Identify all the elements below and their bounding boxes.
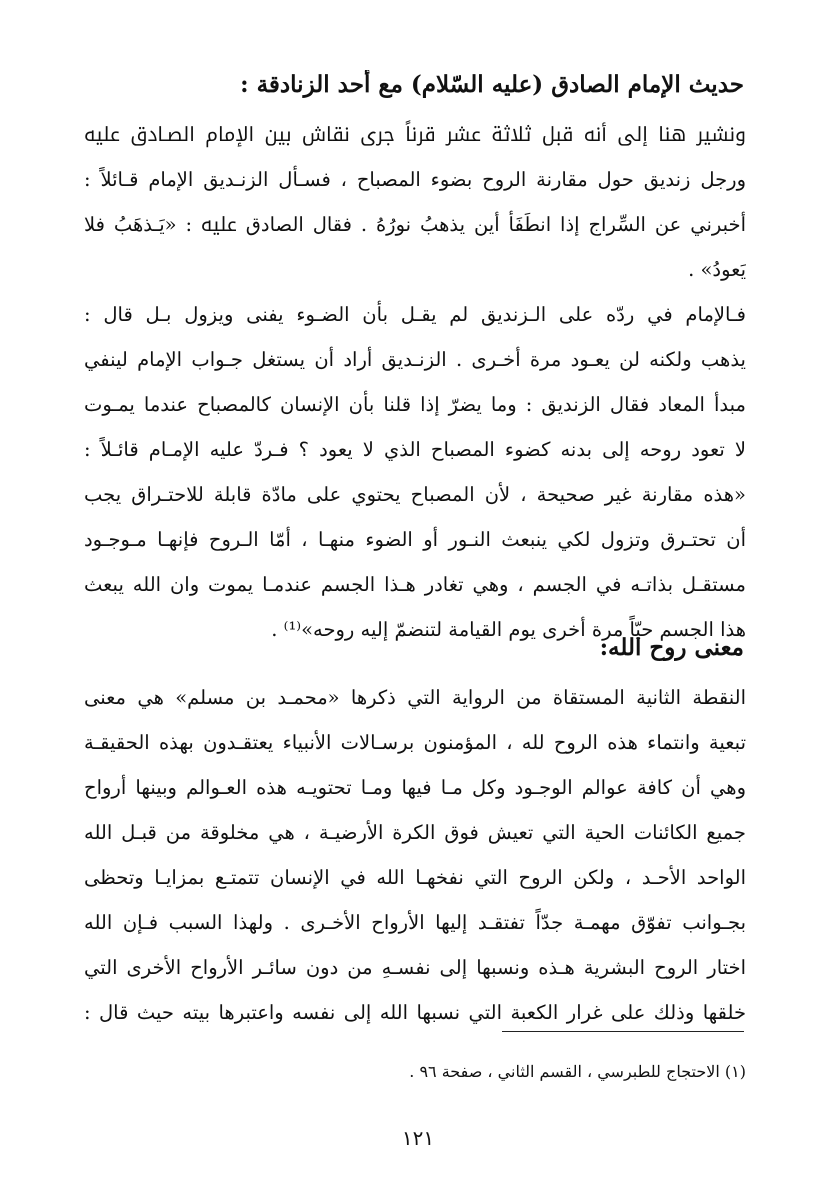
paragraph-spirit-meaning [84, 675, 746, 1035]
text-line: الواحد الأحـد ، ولكن الروح التي نفخهـا الله في الإنسان تتمتـع بمزايـا وتحظى [84, 866, 746, 889]
footnote: (١) الاحتجاج للطبرسي ، القسم الثاني ، صفحة ٩٦ . [409, 1062, 746, 1081]
text-line: فـالإمام في ردّه على الـزنديق لم يقـل بأن الضـوء يفنى ويزول بـل قال : [84, 303, 746, 326]
text-line: أن تحتـرق وتزول لكي ينبعث النـور أو الضوء منهـا ، أمّا الـروح فإنهـا مـوجـود [84, 528, 746, 551]
footnote-divider [502, 1031, 744, 1032]
paragraph-imam-reply [84, 292, 746, 652]
text-line: مبدأ المعاد فقال الزنديق : وما يضرّ إذا قلنا بأن الإنسان كالمصباح عندما يمـوت [84, 393, 746, 416]
section-heading-zanadiqa: حديث الإمام الصادق (عليه السّلام) مع أحد الزنادقة : [240, 71, 744, 98]
text-line: يَعودُ» . [688, 258, 746, 281]
text-line: بجـوانب تفوّق مهمـة جدّاً تفتقـد إليها الأرواح الأخـرى . ولهذا السبب فـإن الله [84, 911, 746, 934]
page-number: ١٢١ [401, 1126, 435, 1150]
text-line: جميع الكائنات الحية التي تعيش فوق الكرة الأرضيـة ، هي مخلوقة من قبـل الله [84, 821, 746, 844]
text-line: وهي أن كافة عوالم الوجـود وكل مـا فيها ومـا تحتويـه هذه العـوالم وبينها أرواح [84, 776, 746, 799]
text-line: مستقـل بذاتـه في الجسم ، وهي تغادر هـذا الجسم عندمـا يموت وان الله يبعث [84, 573, 746, 596]
text-line: «هذه مقارنة غير صحيحة ، لأن المصباح يحتوي على مادّة قابلة للاحتـراق يجب [84, 483, 746, 506]
section-heading-ruh-allah: معنى روح الله: [599, 634, 744, 661]
text-line: تبعية وانتماء هذه الروح لله ، المؤمنون برسـالات الأنبياء يعتقـدون بهذه الحقيقـة [84, 731, 746, 754]
text-line: اختار الروح البشرية هـذه ونسبها إلى نفسـهِ من دون سائـر الأرواح الأخرى التي [84, 956, 746, 979]
text-line: ونشير هنا إلى أنه قبل ثلاثة عشر قرناً جرى نقاش بين الإمام الصـادق ﷷ [84, 123, 746, 146]
text-line: النقطة الثانية المستقاة من الرواية التي ذكرها «محمـد بن مسلم» هي معنى [84, 686, 746, 709]
text-line: يذهب ولكنه لن يعـود مرة أخـرى . الزنـديق أراد أن يستغل جـواب الإمام لينفي [84, 348, 746, 371]
text-line: خلقها وذلك على غرار الكعبة التي نسبها الله إلى نفسه واعتبرها بيته حيث قال : [84, 1001, 746, 1024]
paragraph-debate-intro [84, 112, 746, 292]
text-line: لا تعود روحه إلى بدنه كضوء المصباح الذي لا يعود ؟ فـردّ عليه الإمـام قائـلاً : [84, 438, 746, 461]
text-line: هذا الجسم حيّاً مرة أخرى يوم القيامة لتنضمّ إليه روحه»⁽¹⁾ . [271, 618, 746, 641]
text-line: ورجل زنديق حول مقارنة الروح بضوء المصباح ، فسـأل الزنـديق الإمام قـائلاً : [84, 168, 746, 191]
text-line: أخبرني عن السِّراج إذا انطَفَأ أين يذهبُ نورُهُ . فقال الصادق ﷷ : «يَـذهَبُ فلا [84, 213, 746, 236]
